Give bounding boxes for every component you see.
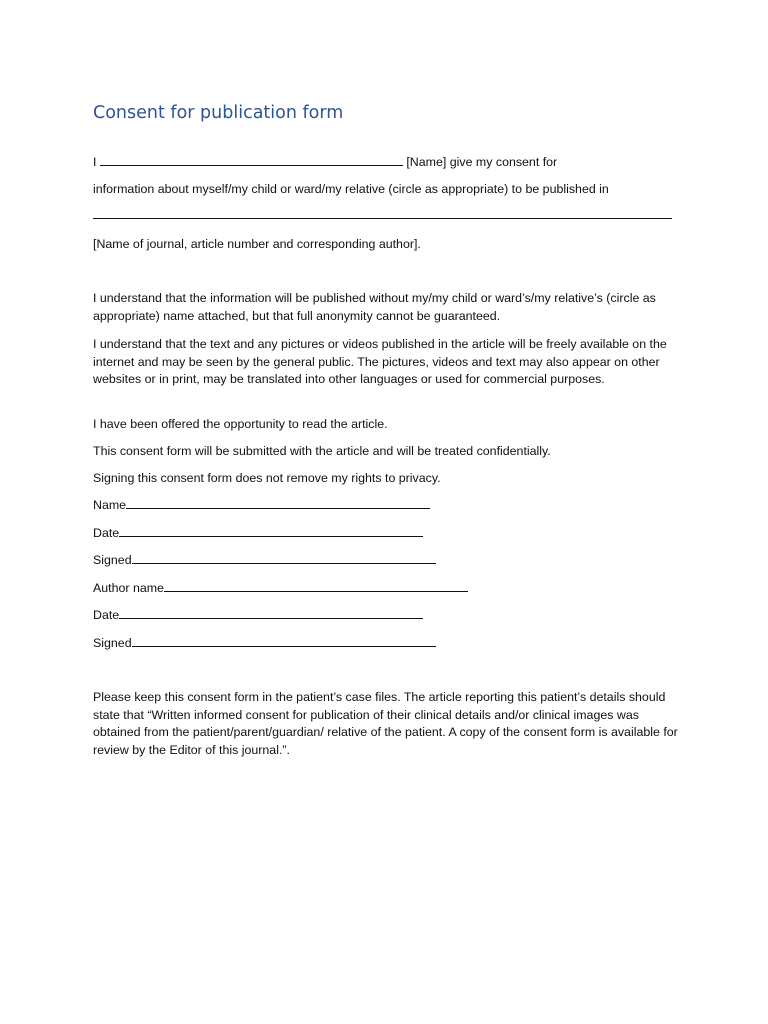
field-author-signed-blank[interactable]	[132, 635, 436, 647]
field-date-blank[interactable]	[119, 525, 423, 537]
field-author-date-blank[interactable]	[119, 607, 423, 619]
field-name-label: Name	[93, 498, 127, 512]
footer-instructions: Please keep this consent form in the patient’s case files. The article reporting this patient’s details should state that “Written informed consent for publication of their clinical details and/or clinical images was obtained from the patient/parent/guardian/ relative of the patient. A copy of the consent form is available for review by the Editor of this journal.”.	[93, 690, 678, 757]
field-author-name-label: Author name	[93, 581, 164, 595]
field-author-date	[93, 607, 423, 625]
field-signed-label: Signed	[93, 553, 132, 567]
field-author-name	[93, 580, 468, 598]
journal-label: [Name of journal, article number and corresponding author].	[93, 237, 421, 251]
consent-name-blank[interactable]	[100, 154, 403, 166]
field-signed-blank[interactable]	[132, 552, 436, 564]
journal-blank[interactable]	[93, 207, 672, 219]
paragraph-read-article: I have been offered the opportunity to read the article.	[93, 417, 388, 431]
paragraph-availability: I understand that the text and any pictures or videos published in the article will be freely available on the internet and may be seen by the general public. The pictures, videos and text may also appear on other websites or in print, may be translated into other languages or used for commercial purposes.	[93, 337, 667, 386]
page-title: Consent for publication form	[93, 103, 344, 123]
journal-line	[93, 207, 672, 225]
field-date-label: Date	[93, 526, 120, 540]
consent-prefix: I	[93, 155, 97, 169]
field-date	[93, 525, 423, 543]
consent-name-line	[93, 154, 557, 172]
field-author-signed	[93, 635, 436, 653]
paragraph-anonymity: I understand that the information will be published without my/my child or ward’s/my relative’s (circle as appropriate) name attached, but that full anonymity cannot be guaranteed.	[93, 291, 656, 323]
field-signed	[93, 552, 436, 570]
field-name-blank[interactable]	[126, 497, 430, 509]
field-author-date-label: Date	[93, 608, 120, 622]
consent-name-label: [Name] give my consent for	[406, 155, 558, 169]
paragraph-confidential: This consent form will be submitted with the article and will be treated confidentially.	[93, 444, 551, 458]
consent-scope-line: information about myself/my child or ward/my relative (circle as appropriate) to be published in	[93, 182, 609, 196]
field-name	[93, 497, 430, 515]
field-author-name-blank[interactable]	[164, 580, 468, 592]
paragraph-privacy: Signing this consent form does not remove my rights to privacy.	[93, 471, 441, 485]
field-author-signed-label: Signed	[93, 636, 132, 650]
